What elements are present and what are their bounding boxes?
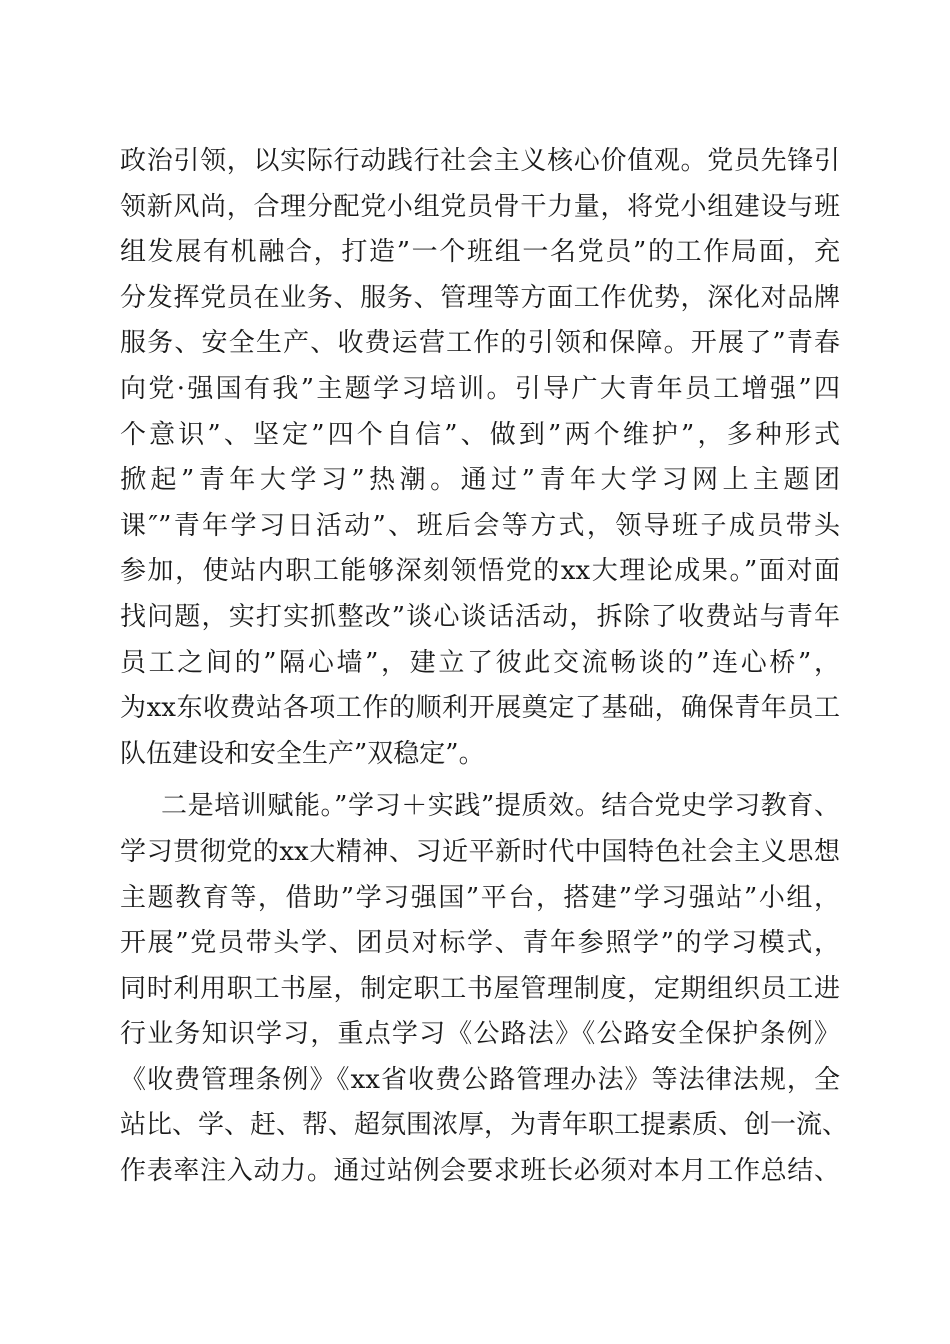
text-line: 主题教育等，借助”学习强国”平台，搭建”学习强站”小组，	[120, 882, 840, 913]
text-line: 服务、安全生产、收费运营工作的引领和保障。开展了”青春	[120, 328, 840, 359]
text-line: 课″”青年学习日活动”、班后会等方式，领导班子成员带头	[120, 510, 840, 541]
text-line: 找问题，实打实抓整改”谈心谈话活动，拆除了收费站与青年	[120, 601, 840, 632]
text-line: 行业务知识学习，重点学习《公路法》《公路安全保护条例》	[120, 1019, 840, 1050]
text-line: 同时利用职工书屋，制定职工书屋管理制度，定期组织员工进	[120, 973, 840, 1004]
text-line: 队伍建设和安全生产”双稳定”。	[120, 738, 485, 769]
text-line: 组发展有机融合，打造”一个班组一名党员”的工作局面，充	[120, 237, 840, 268]
text-line: 二是培训赋能。”学习＋实践”提质效。结合党史学习教育、	[161, 791, 840, 822]
text-line: 掀起”青年大学习”热潮。通过”青年大学习网上主题团	[120, 465, 840, 496]
document-body	[120, 139, 849, 1195]
text-line: 学习贯彻党的xx大精神、习近平新时代中国特色社会主义思想	[120, 836, 840, 867]
text-line: 《收费管理条例》《xx省收费公路管理办法》等法律法规，全	[120, 1064, 840, 1095]
text-line: 个意识”、坚定”四个自信”、做到”两个维护”，多种形式	[120, 419, 840, 450]
text-line: 政治引领，以实际行动践行社会主义核心价值观。党员先锋引	[120, 146, 840, 176]
paragraph-2	[120, 784, 849, 1194]
text-line: 站比、学、赶、帮、超氛围浓厚，为青年职工提素质、创一流、	[120, 1110, 849, 1141]
text-line: 向党·强国有我”主题学习培训。引导广大青年员工增强”四	[120, 373, 840, 404]
paragraph-1	[120, 139, 840, 777]
text-line: 领新风尚，合理分配党小组党员骨干力量，将党小组建设与班	[120, 191, 840, 222]
text-line: 参加，使站内职工能够深刻领悟党的xx大理论成果。”面对面	[120, 556, 840, 587]
text-line: 员工之间的”隔心墙”，建立了彼此交流畅谈的”连心桥”，	[120, 647, 840, 678]
text-line: 作表率注入动力。通过站例会要求班长必须对本月工作总结、	[120, 1156, 840, 1187]
text-line: 为xx东收费站各项工作的顺利开展奠定了基础，确保青年员工	[120, 693, 840, 724]
text-line: 分发挥党员在业务、服务、管理等方面工作优势，深化对品牌	[120, 282, 840, 313]
text-line: 开展”党员带头学、团员对标学、青年参照学”的学习模式，	[120, 928, 840, 959]
